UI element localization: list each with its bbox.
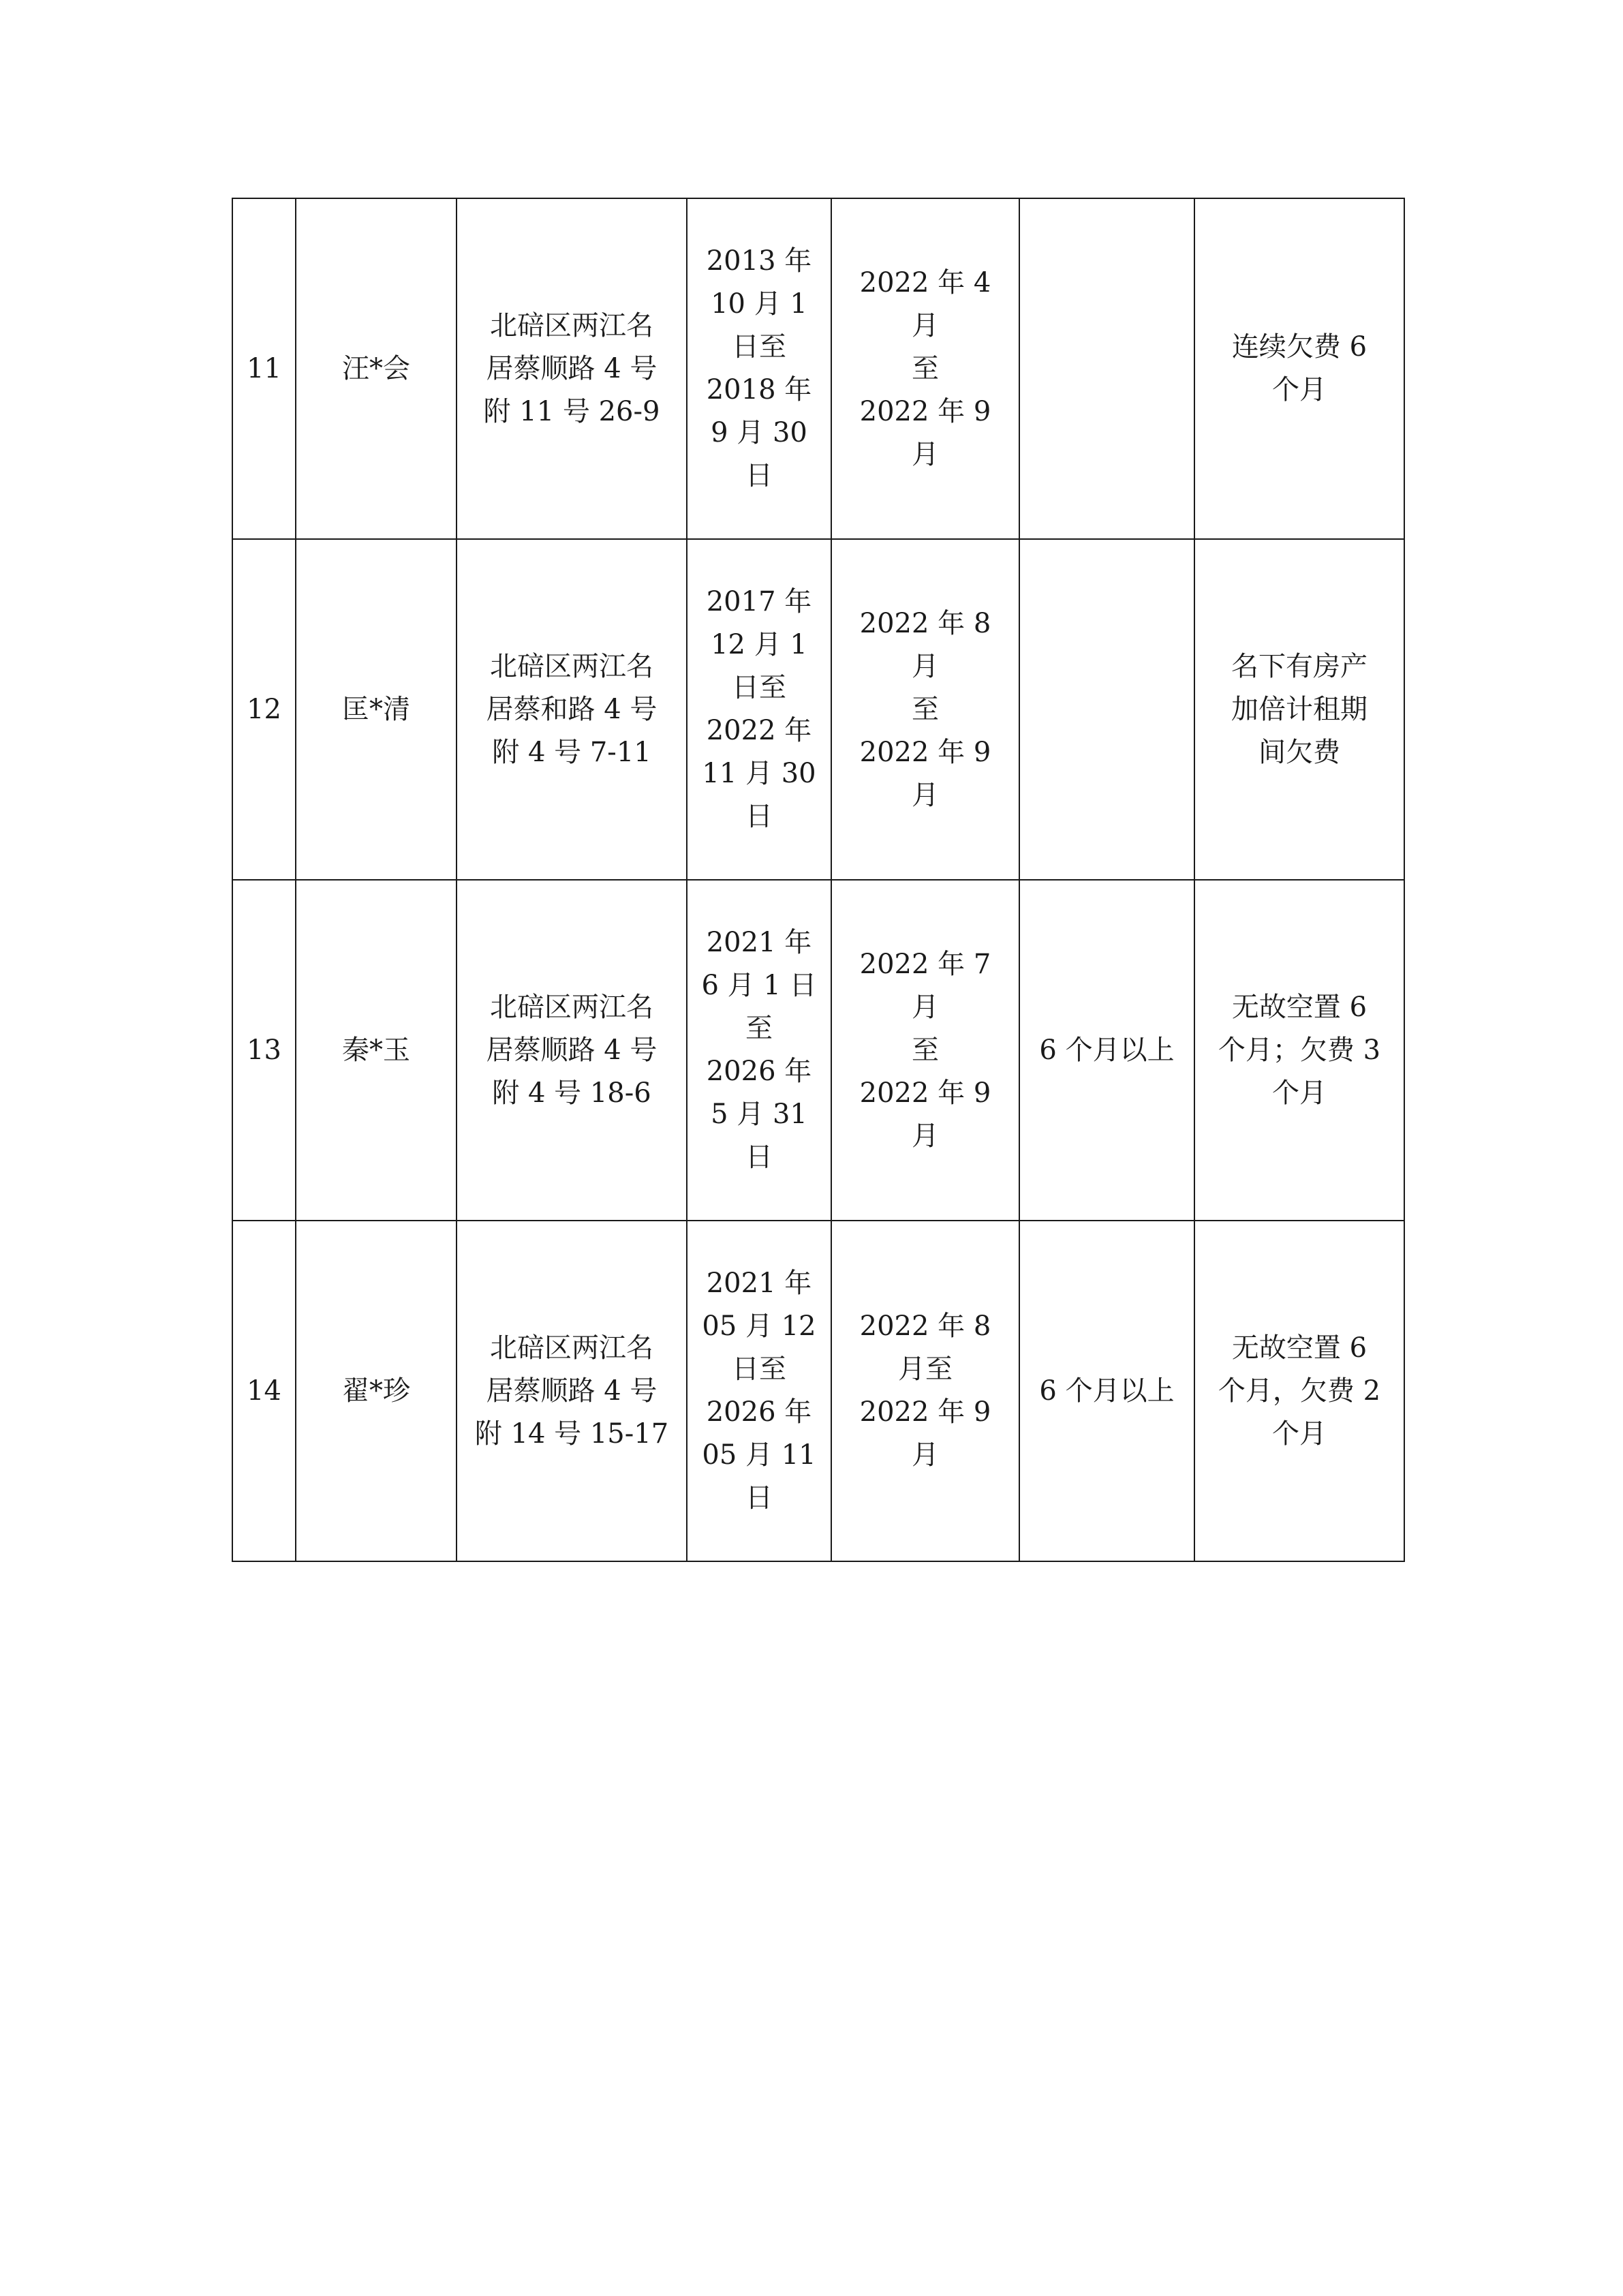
arrears-period: 2022 年 4 月 至 2022 年 9 月: [831, 198, 1019, 539]
row-index: 14: [232, 1221, 296, 1561]
row-index: 13: [232, 880, 296, 1221]
table-row: [232, 539, 1404, 880]
table-row: [232, 880, 1404, 1221]
row-index: 11: [232, 198, 296, 539]
tenant-name: 汪*会: [296, 198, 457, 539]
arrears-period: 2022 年 8 月至 2022 年 9 月: [831, 1221, 1019, 1561]
table-row: [232, 1221, 1404, 1561]
reason-note: 连续欠费 6 个月: [1194, 198, 1404, 539]
arrears-period: 2022 年 7 月 至 2022 年 9 月: [831, 880, 1019, 1221]
vacancy-duration: 6 个月以上: [1019, 1221, 1194, 1561]
reason-note: 名下有房产 加倍计租期 间欠费: [1194, 539, 1404, 880]
row-index: 12: [232, 539, 296, 880]
lease-period: 2021 年 6 月 1 日 至 2026 年 5 月 31 日: [687, 880, 831, 1221]
tenant-arrears-table: [232, 198, 1405, 1562]
table-row: [232, 198, 1404, 539]
lease-period: 2013 年 10 月 1 日至 2018 年 9 月 30 日: [687, 198, 831, 539]
tenant-name: 秦*玉: [296, 880, 457, 1221]
lease-period: 2017 年 12 月 1 日至 2022 年 11 月 30 日: [687, 539, 831, 880]
property-address: 北碚区两江名 居蔡和路 4 号 附 4 号 7-11: [457, 539, 687, 880]
reason-note: 无故空置 6 个月，欠费 2 个月: [1194, 1221, 1404, 1561]
lease-period: 2021 年 05 月 12 日至 2026 年 05 月 11 日: [687, 1221, 831, 1561]
property-address: 北碚区两江名 居蔡顺路 4 号 附 4 号 18-6: [457, 880, 687, 1221]
vacancy-duration: [1019, 539, 1194, 880]
vacancy-duration: [1019, 198, 1194, 539]
arrears-period: 2022 年 8 月 至 2022 年 9 月: [831, 539, 1019, 880]
tenant-name: 匡*清: [296, 539, 457, 880]
tenant-name: 翟*珍: [296, 1221, 457, 1561]
property-address: 北碚区两江名 居蔡顺路 4 号 附 11 号 26-9: [457, 198, 687, 539]
vacancy-duration: 6 个月以上: [1019, 880, 1194, 1221]
property-address: 北碚区两江名 居蔡顺路 4 号 附 14 号 15-17: [457, 1221, 687, 1561]
reason-note: 无故空置 6 个月；欠费 3 个月: [1194, 880, 1404, 1221]
